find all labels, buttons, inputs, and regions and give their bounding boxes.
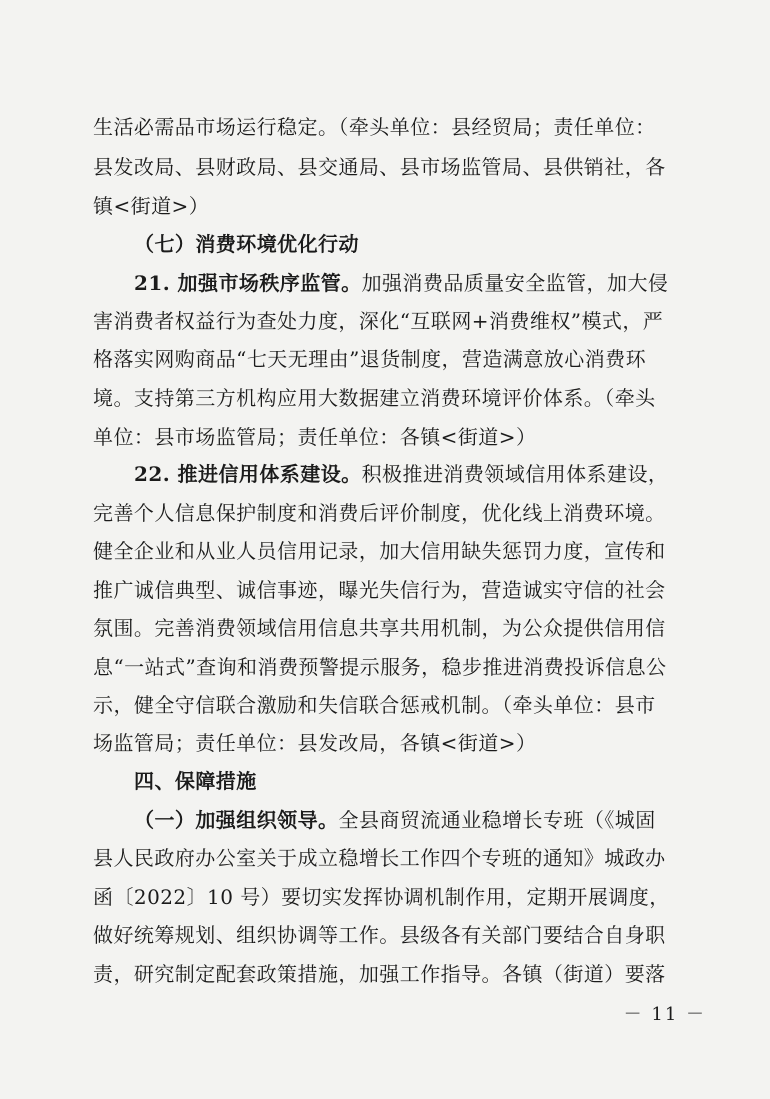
- text-line: 镇<街道>）: [93, 194, 210, 218]
- text-line: 做好统筹规划、组织协调等工作。县级各有关部门要结合自身职: [93, 923, 666, 947]
- item-title: （一）加强组织领导。: [134, 808, 339, 832]
- text-span: 加强消费品质量安全监管，加大侵: [361, 271, 669, 295]
- text-line: 责，研究制定配套政策措施，加强工作指导。各镇（街道）要落: [93, 962, 666, 986]
- item-title: 21. 加强市场秩序监管。: [134, 271, 362, 295]
- section-heading: （七）消费环境优化行动: [134, 232, 359, 256]
- text-line: 害消费者权益行为查处力度，深化“互联网+消费维权”模式，严: [93, 309, 664, 333]
- text-line: 完善个人信息保护制度和消费后评价制度，优化线上消费环境。: [93, 501, 666, 525]
- paragraph-first-line: [134, 806, 656, 835]
- item-title: 22. 推进信用体系建设。: [134, 462, 362, 486]
- text-line: 氛围。完善消费领域信用信息共享共用机制，为公众提供信用信: [93, 616, 666, 640]
- text-line: 境。支持第三方机构应用大数据建立消费环境评价体系。（牵头: [93, 386, 656, 410]
- text-line: 健全企业和从业人员信用记录，加大信用缺失惩罚力度，宣传和: [93, 539, 666, 563]
- paragraph-first-line: [134, 460, 668, 489]
- text-line: 单位：县市场监管局；责任单位：各镇<街道>）: [93, 425, 537, 449]
- page-number: － 11 －: [623, 1004, 706, 1025]
- section-heading: 四、保障措施: [134, 769, 257, 793]
- text-line: 示，健全守信联合激励和失信联合惩戒机制。（牵头单位：县市: [93, 693, 656, 717]
- text-line: 函〔2022〕10 号）要切实发挥协调机制作用，定期开展调度，: [93, 885, 670, 909]
- text-line: 场监管局；责任单位：县发改局，各镇<街道>）: [93, 731, 537, 755]
- text-line: 推广诚信典型、诚信事迹，曝光失信行为，营造诚实守信的社会: [93, 578, 666, 602]
- text-line: 息“一站式”查询和消费预警提示服务，稳步推进消费投诉信息公: [93, 655, 667, 679]
- text-line: 县发改局、县财政局、县交通局、县市场监管局、县供销社，各: [93, 155, 666, 179]
- paragraph-first-line: [134, 269, 668, 298]
- text-line: 格落实网购商品“七天无理由”退货制度，营造满意放心消费环: [93, 347, 647, 371]
- text-line: 生活必需品市场运行稳定。（牵头单位：县经贸局；责任单位：: [93, 115, 656, 139]
- text-span: 积极推进消费领域信用体系建设，: [361, 462, 669, 486]
- text-line: 县人民政府办公室关于成立稳增长工作四个专班的通知》城政办: [93, 846, 666, 870]
- text-span: 全县商贸流通业稳增长专班（《城固: [338, 808, 656, 832]
